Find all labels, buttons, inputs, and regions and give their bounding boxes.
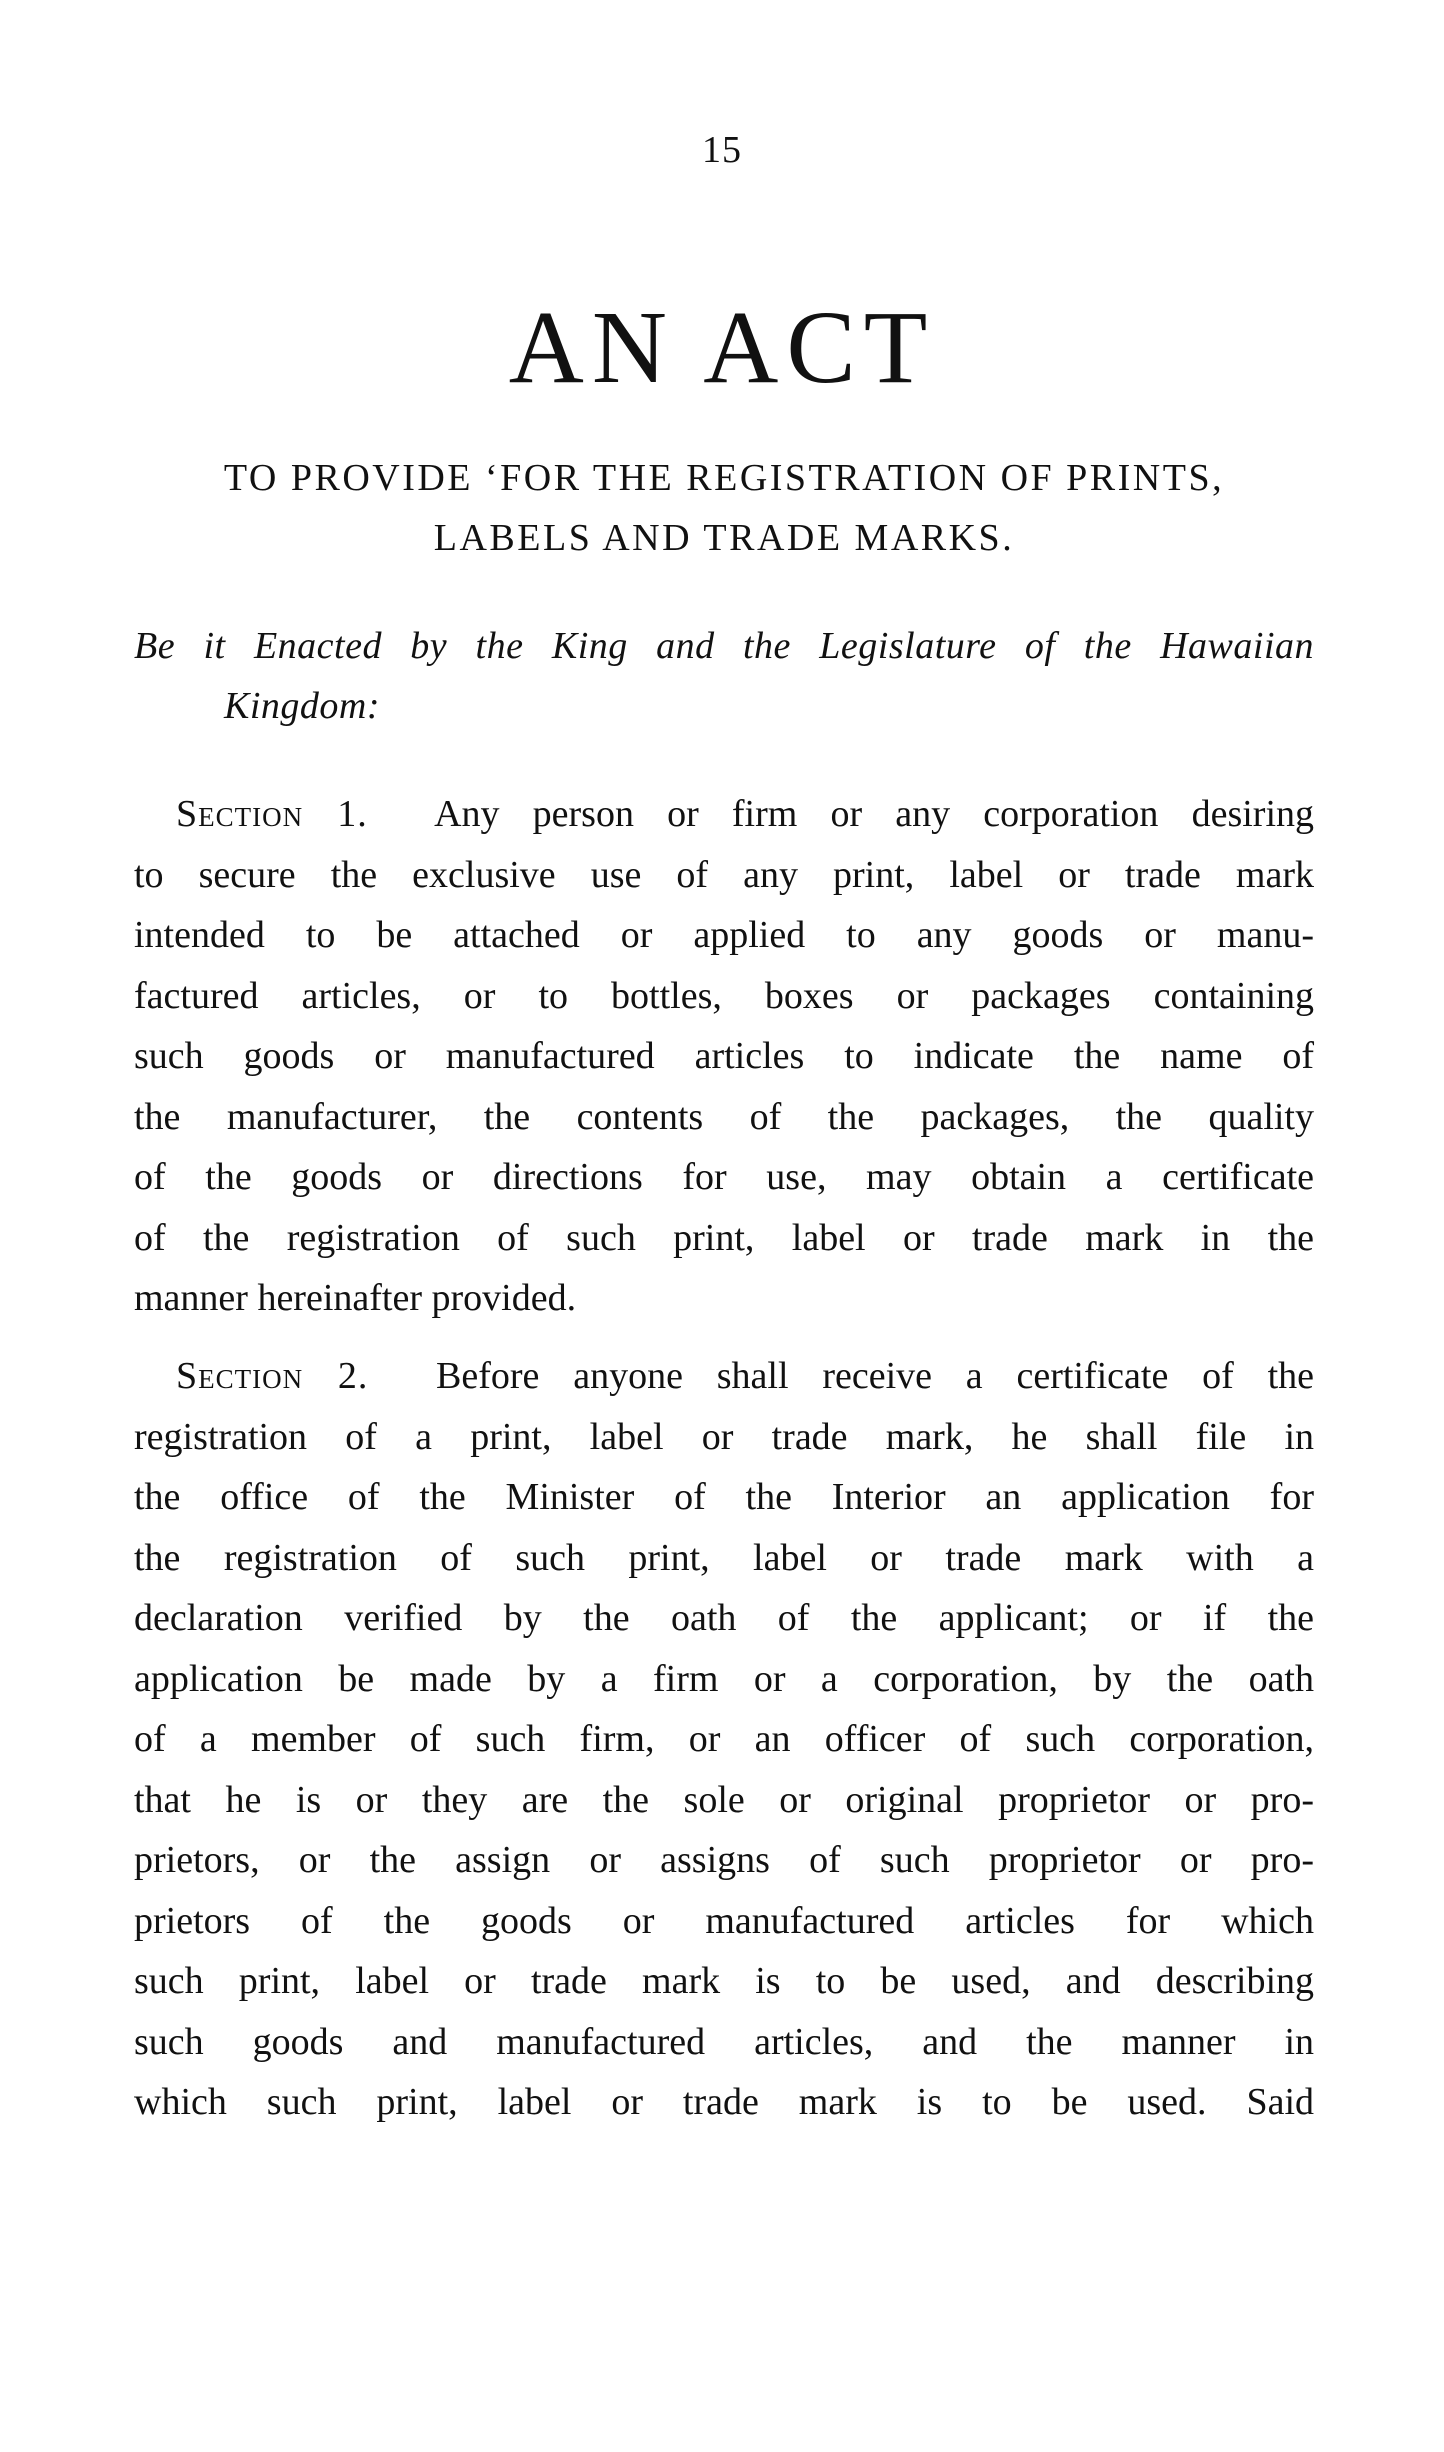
section-1-line: factured articles, or to bottles, boxes or packages containing: [134, 974, 1314, 1017]
section-1-line: the manufacturer, the contents of the packages, the quality: [134, 1095, 1314, 1138]
enacting-clause-line: Be it Enacted by the King and the Legislature of the Hawaiian: [134, 625, 1314, 667]
section-2-label: Section 2.: [176, 1355, 369, 1397]
enacting-clause-line: Kingdom:: [224, 685, 380, 727]
section-2-line: registration of a print, label or trade mark, he shall file in: [134, 1415, 1314, 1458]
section-2-line: declaration verified by the oath of the applicant; or if the: [134, 1597, 1314, 1639]
section-1-line: intended to be attached or applied to any goods or manu-: [134, 914, 1314, 956]
section-2-line: the registration of such print, label or trade mark with a: [134, 1536, 1314, 1579]
section-2: [134, 1346, 1314, 2133]
section-2-first-line: [134, 1346, 1314, 1407]
section-1-line: Any person or firm or any corporation desiring: [434, 793, 1314, 835]
act-title: AN ACT: [508, 290, 936, 405]
section-1-line: manner hereinafter provided.: [134, 1277, 577, 1319]
page-number: 15: [702, 129, 742, 171]
section-2-line: that he is or they are the sole or original proprietor or pro-: [134, 1778, 1314, 1821]
section-1-line: of the goods or directions for use, may obtain a certificate: [134, 1156, 1314, 1198]
section-2-line: application be made by a firm or a corporation, by the oath: [134, 1657, 1314, 1700]
section-1-first-line: [134, 784, 1314, 845]
section-2-line: of a member of such firm, or an officer of such corporation,: [134, 1718, 1314, 1760]
enacting-clause: [134, 616, 1314, 736]
section-2-line: such print, label or trade mark is to be used, and describing: [134, 1960, 1314, 2002]
section-2-line: such goods and manufactured articles, and the manner in: [134, 2020, 1314, 2063]
section-2-line: prietors of the goods or manufactured articles for which: [134, 1899, 1314, 1942]
section-2-line: prietors, or the assign or assigns of such proprietor or pro-: [134, 1839, 1314, 1881]
section-1-line: to secure the exclusive use of any print, label or trade mark: [134, 853, 1314, 896]
section-1-line: of the registration of such print, label or trade mark in the: [134, 1216, 1314, 1259]
section-2-line: the office of the Minister of the Interior an application for: [134, 1476, 1314, 1518]
act-subtitle: [134, 448, 1314, 568]
subtitle-line: LABELS AND TRADE MARKS.: [433, 517, 1015, 559]
section-1-line: such goods or manufactured articles to indicate the name of: [134, 1035, 1314, 1077]
section-1: [134, 784, 1314, 1329]
subtitle-line: TO PROVIDE ‘FOR THE REGISTRATION OF PRINTS,: [223, 457, 1225, 499]
section-2-line: which such print, label or trade mark is to be used. Said: [134, 2081, 1314, 2123]
section-2-line: Before anyone shall receive a certificate of the: [436, 1355, 1315, 1397]
section-1-label: Section 1.: [176, 793, 368, 835]
